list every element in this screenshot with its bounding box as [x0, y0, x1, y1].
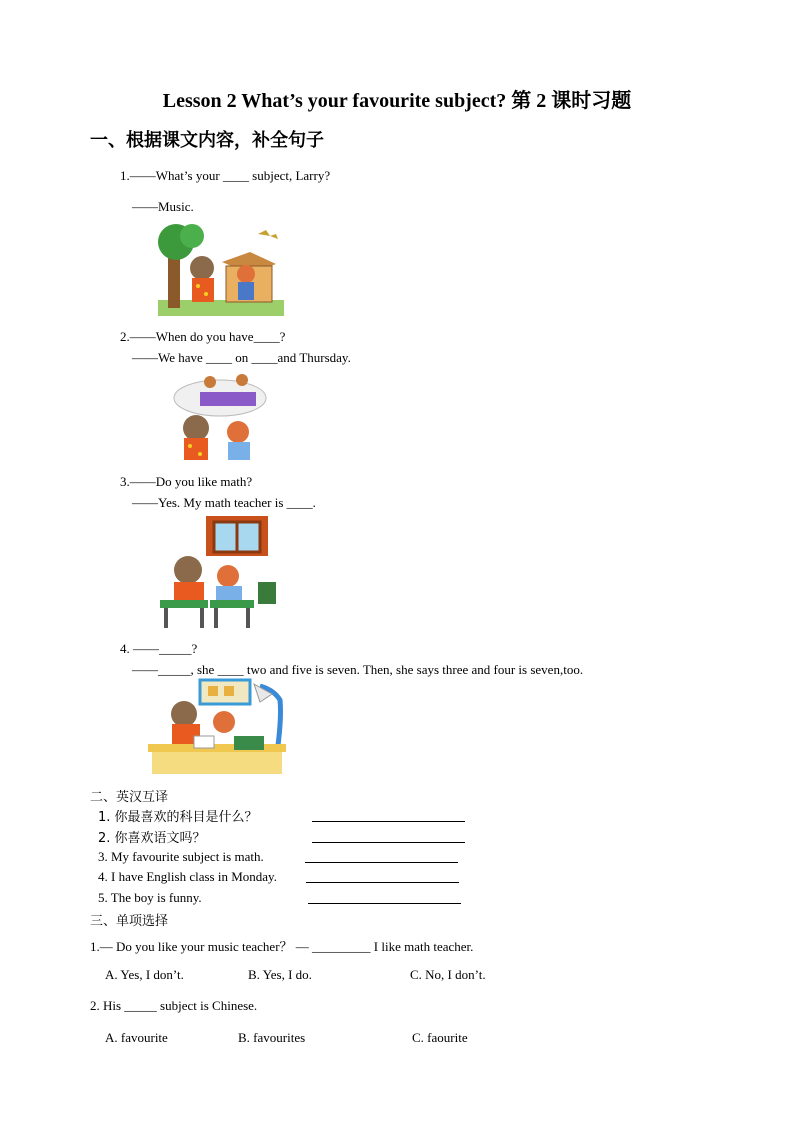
q2-question: 2.——When do you have____? [120, 329, 286, 344]
mc-q1-option-c[interactable]: C. No, I don’t. [410, 967, 486, 982]
q3-answer: ——Yes. My math teacher is ____. [132, 495, 316, 510]
q4-illustration [148, 678, 290, 778]
q1-illustration [158, 222, 284, 316]
answer-line-3[interactable] [305, 862, 458, 863]
mc-q2-stem: 2. His _____ subject is Chinese. [90, 998, 258, 1013]
mc-q2-option-c[interactable]: C. faourite [412, 1030, 468, 1045]
section-1-heading: 一、根据课文内容，补全句子 [90, 130, 324, 151]
translate-item-2: 2. 你喜欢语文吗？ [98, 831, 206, 846]
q4-question: 4. ——_____? [120, 641, 198, 656]
translate-item-5: 5. The boy is funny. [98, 890, 202, 905]
q2-illustration [160, 370, 272, 462]
answer-line-1[interactable] [312, 821, 465, 822]
mc-q1-stem: 1.— Do you like your music teacher？ — _________ I like math teacher. [90, 939, 474, 954]
q3-question: 3.——Do you like math? [120, 474, 253, 489]
mc-q2-option-a[interactable]: A. favourite [105, 1030, 168, 1045]
answer-line-5[interactable] [308, 903, 461, 904]
section-2-heading: 二、英汉互译 [90, 790, 169, 805]
q2-answer: ——We have ____ on ____and Thursday. [132, 350, 351, 365]
answer-line-4[interactable] [306, 882, 459, 883]
q3-illustration [150, 512, 282, 630]
translate-item-4: 4. I have English class in Monday. [98, 869, 277, 884]
translate-item-3: 3. My favourite subject is math. [98, 849, 264, 864]
q4-answer: ——_____, she ____ two and five is seven. Then, she says three and four is seven,too. [132, 662, 584, 677]
translate-item-1: 1. 你最喜欢的科目是什么？ [98, 810, 258, 825]
answer-line-2[interactable] [312, 842, 465, 843]
q1-answer: ——Music. [132, 199, 194, 214]
mc-q1-option-b[interactable]: B. Yes, I do. [248, 967, 312, 982]
mc-q2-option-b[interactable]: B. favourites [238, 1030, 306, 1045]
mc-q1-option-a[interactable]: A. Yes, I don’t. [105, 967, 184, 982]
page-title: Lesson 2 What’s your favourite subject? 第 2 课时习题 [162, 90, 632, 112]
section-3-heading: 三、单项选择 [90, 914, 169, 929]
q1-question: 1.——What’s your ____ subject, Larry? [120, 168, 331, 183]
